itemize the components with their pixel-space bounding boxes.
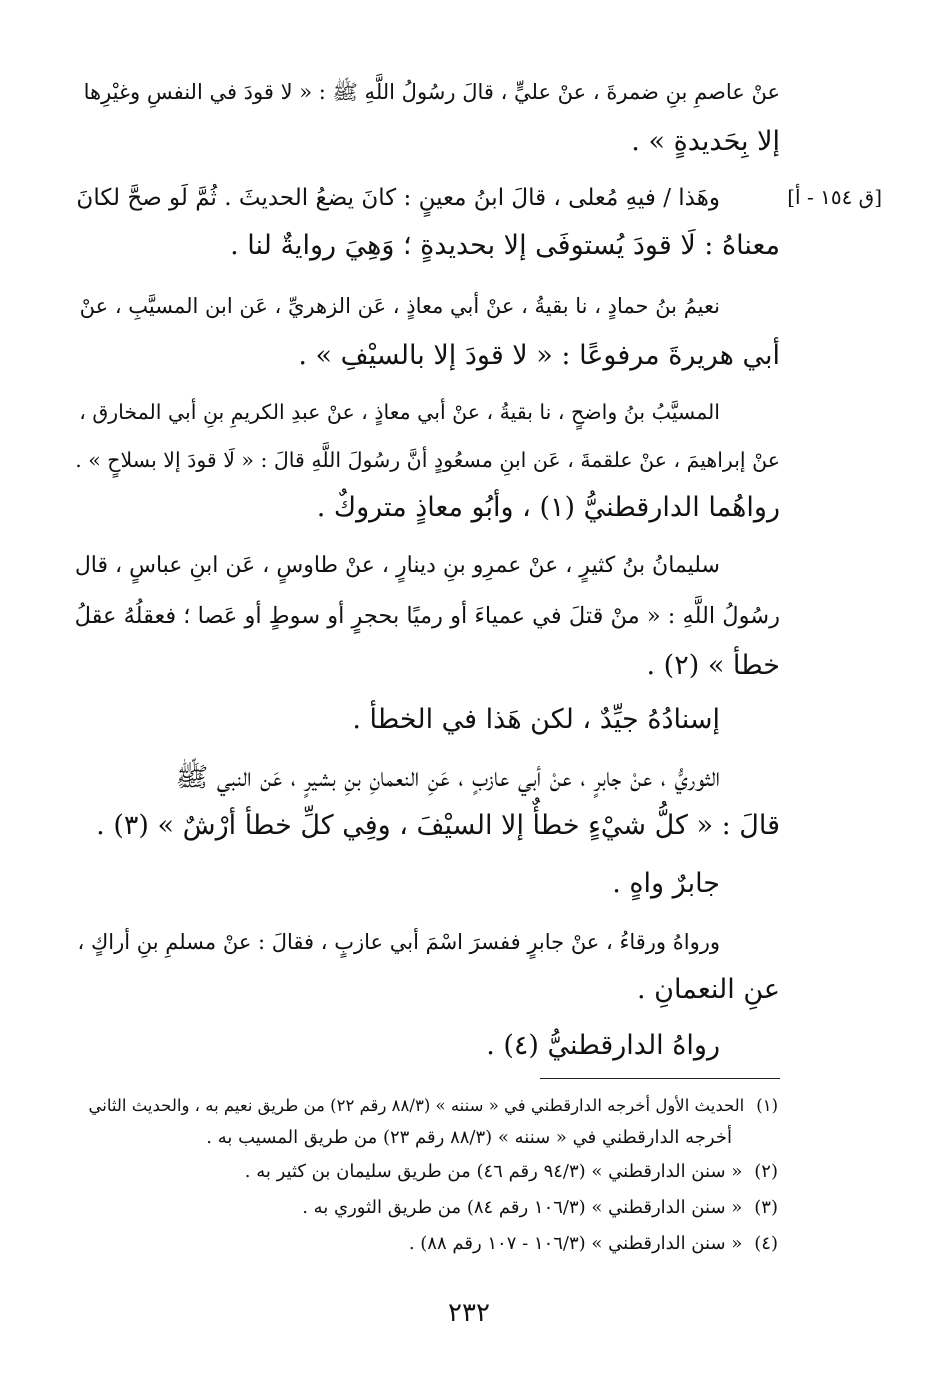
text-line: رواهُما الدارقطنيُّ (١) ، وأبُو معاذٍ متروكٌ . [316,492,780,523]
text-line: عنْ عاصمِ بنِ ضمرةَ ، عنْ عليٍّ ، قالَ رسُولُ اللَّهِ ﷺ : « لا قودَ في النفسِ وغيْرِها [83,80,780,104]
text-line: رواهُ الدارقطنيُّ (٤) . [486,1030,720,1061]
text-line: أبي هريرةَ مرفوعًا : « لا قودَ إلا بالسيْفِ » . [298,340,780,371]
footnote-line [302,1196,778,1220]
text-line: عنِ النعمانِ . [637,974,780,1005]
footnote-line [89,1094,778,1118]
text-line: جابرٌ واهٍ . [612,868,720,899]
text-line: نعيمُ بنُ حمادٍ ، نا بقيةُ ، عنْ أبي معاذٍ ، عَن الزهريِّ ، عَن ابن المسيَّبِ ، عنْ [79,294,720,318]
text-line: سليمانُ بنُ كثيرٍ ، عنْ عمرِو بنِ دينارٍ ، عنْ طاوسٍ ، عَن ابنِ عباسٍ ، قال [74,553,720,578]
text-line: إلا بِحَديدةٍ » . [631,126,780,157]
text-line: عنْ إبراهيمَ ، عنْ علقمةَ ، عَن ابنِ مسعُودٍ أنَّ رسُولَ اللَّهِ قالَ : « لَا قودَ إلا بسلاحٍ » . [75,448,780,472]
manuscript-folio-note: [ق ١٥٤ - أ] [787,185,882,209]
footnote-line [409,1232,778,1256]
text-line: رسُولُ اللَّهِ : « منْ قتلَ في عمياءَ أو رميًا بحجرٍ أو سوطٍ أو عَصا ؛ فعقلُهُ عقلُ [74,603,780,629]
text-line: قالَ : « كلُّ شيْءٍ خطأٌ إلا السيْفَ ، وفِي كلِّ خطأ أرْشٌ » (٣) . [96,810,780,841]
footnote-line [206,1126,778,1150]
footnote-text: « سنن الدارقطني » (٩٤/٣ رقم ٤٦) من طريق سليمان بن كثير به . [244,1161,743,1182]
footnote-number: (١) [756,1096,778,1115]
text-line: إسنادُهُ جيِّدٌ ، لكن هَذا في الخطأ . [352,704,720,735]
page-number: ٢٣٢ [448,1298,490,1328]
footnote-text: الحديث الأول أخرجه الدارقطني في « سننه » (٨٨/٣ رقم ٢٢) من طريق نعيم به ، والحديث الثاني [88,1096,745,1115]
text-line: معناهُ : لَا قودَ يُستوفَى إلا بحديدةٍ ؛ وَهِيَ روايةٌ لنا . [230,230,780,261]
text-line: الثوريُّ ، عنْ جابرٍ ، عنْ أبي عازبٍ ، عَنِ النعمانِ بنِ بشيرٍ ، عَن النبي ﷺ [175,762,720,793]
footnote-text: أخرجه الدارقطني في « سننه » (٨٨/٣ رقم ٢٣) من طريق المسيب به . [206,1127,732,1148]
footnote-number: (٣) [754,1197,778,1218]
text-line: خطأ » (٢) . [646,650,780,681]
footnote-text: « سنن الدارقطني » (١٠٦/٣ - ١٠٧ رقم ٨٨) . [408,1233,743,1254]
footnote-number: (٢) [754,1161,778,1182]
footnote-line [245,1160,778,1184]
footnote-number: (٤) [754,1233,778,1254]
footnote-text: « سنن الدارقطني » (١٠٦/٣ رقم ٨٤) من طريق الثوري به . [302,1197,743,1218]
text-line: المسيَّبُ بنُ واضحٍ ، نا بقيةُ ، عنْ أبي معاذٍ ، عنْ عبدِ الكريمِ بنِ أبي المخارق ، [79,400,720,424]
text-line: ورواهُ ورقاءُ ، عنْ جابرٍ ففسرَ اسْمَ أبي عازبٍ ، فقالَ : عنْ مسلمِ بنِ أراكٍ ، [77,930,720,954]
text-line: وهَذا / فيهِ مُعلى ، قالَ ابنُ معينٍ : كانَ يضعُ الحديثَ . ثُمَّ لَو صحَّ لكانَ [76,185,720,211]
footnote-divider [540,1078,780,1079]
